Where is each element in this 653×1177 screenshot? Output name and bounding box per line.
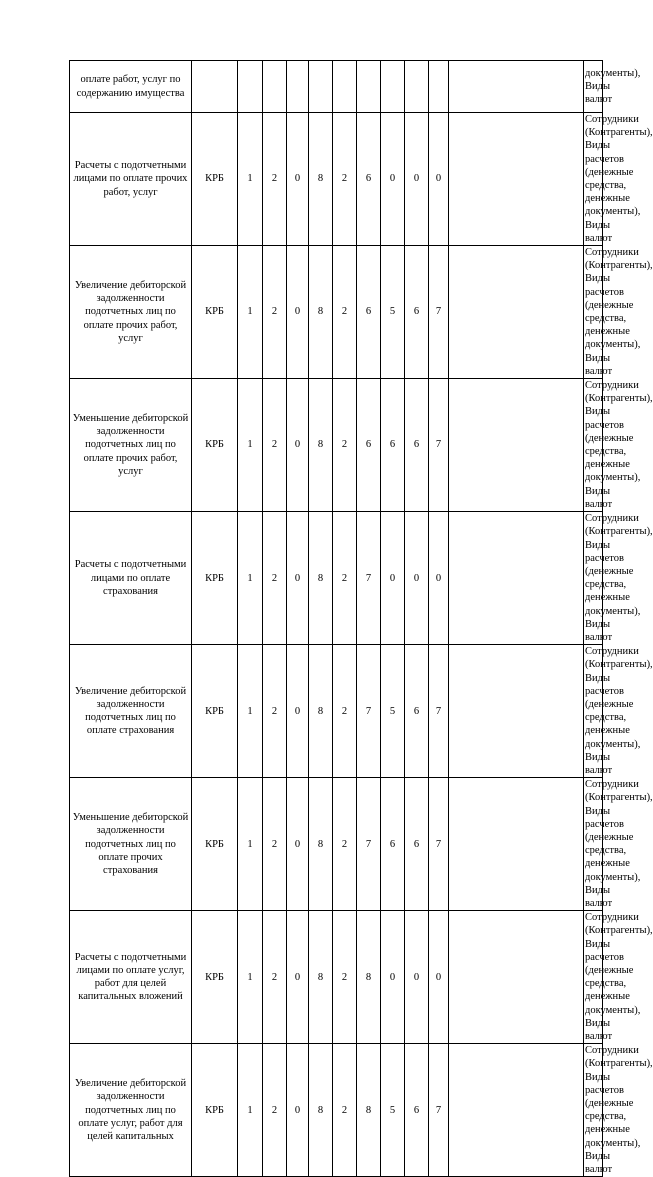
account-digit-cell: 0 <box>287 246 309 379</box>
account-digit-cell: 0 <box>405 512 429 645</box>
account-digit-cell: 5 <box>381 246 405 379</box>
account-digit-cell: 6 <box>357 113 381 246</box>
account-digit-cell: 2 <box>263 1044 287 1177</box>
account-digit-cell: 6 <box>357 379 381 512</box>
account-name-cell: Увеличение дебиторской задолженности подотчетных лиц по оплате прочих работ, услуг <box>70 246 192 379</box>
account-name-cell: Увеличение дебиторской задолженности подотчетных лиц по оплате страхования <box>70 645 192 778</box>
table-row <box>70 379 603 512</box>
account-digit-cell: 8 <box>357 1044 381 1177</box>
table-row <box>70 61 603 113</box>
account-digit-cell: 0 <box>381 113 405 246</box>
account-digit-cell: 6 <box>405 379 429 512</box>
account-digit-cell: 0 <box>429 113 449 246</box>
account-digit-cell: 6 <box>381 778 405 911</box>
account-code-cell: КРБ <box>192 645 238 778</box>
account-digit-cell: 2 <box>263 911 287 1044</box>
empty-cell <box>449 512 584 645</box>
account-digit-cell: 7 <box>357 512 381 645</box>
analytics-cell: Сотрудники (Контрагенты), Виды расчетов (денежные средства, денежные документы), Виды валют <box>585 912 653 1043</box>
analytics-cell: Сотрудники (Контрагенты), Виды расчетов (денежные средства, денежные документы), Виды валют <box>585 513 653 643</box>
account-digit-cell: 6 <box>405 645 429 778</box>
account-digit-cell: 8 <box>309 778 333 911</box>
account-digit-cell <box>309 61 333 113</box>
account-digit-cell: 0 <box>287 512 309 645</box>
account-digit-cell <box>429 61 449 113</box>
account-digit-cell <box>287 61 309 113</box>
account-digit-cell: 0 <box>287 778 309 911</box>
account-digit-cell: 2 <box>333 113 357 246</box>
account-name-cell: Уменьшение дебиторской задолженности подотчетных лиц по оплате прочих страхования <box>70 778 192 911</box>
accounts-table <box>69 60 653 1177</box>
account-name-cell: Увеличение дебиторской задолженности подотчетных лиц по оплате услуг, работ для целей капитальных <box>70 1044 192 1177</box>
account-digit-cell: 2 <box>263 778 287 911</box>
account-digit-cell: 6 <box>405 246 429 379</box>
account-digit-cell: 6 <box>357 246 381 379</box>
account-code-cell: КРБ <box>192 246 238 379</box>
account-digit-cell: 7 <box>357 645 381 778</box>
account-name-cell: Расчеты с подотчетными лицами по оплате услуг, работ для целей капитальных вложений <box>70 911 192 1044</box>
account-digit-cell <box>381 61 405 113</box>
account-digit-cell: 5 <box>381 1044 405 1177</box>
account-digit-cell: 8 <box>357 911 381 1044</box>
account-digit-cell: 2 <box>263 113 287 246</box>
account-digit-cell <box>357 61 381 113</box>
account-digit-cell: 0 <box>405 911 429 1044</box>
table-body <box>70 61 653 1177</box>
empty-cell <box>449 61 584 113</box>
account-digit-cell: 0 <box>381 512 405 645</box>
empty-cell <box>449 778 584 911</box>
account-digit-cell: 8 <box>309 113 333 246</box>
account-name-cell: Расчеты с подотчетными лицами по оплате страхования <box>70 512 192 645</box>
account-digit-cell: 0 <box>381 911 405 1044</box>
account-digit-cell: 1 <box>238 379 263 512</box>
empty-cell <box>449 911 584 1044</box>
account-digit-cell: 2 <box>333 512 357 645</box>
empty-cell <box>449 379 584 512</box>
account-digit-cell: 7 <box>429 645 449 778</box>
account-digit-cell: 1 <box>238 512 263 645</box>
account-digit-cell: 1 <box>238 911 263 1044</box>
account-digit-cell <box>405 61 429 113</box>
account-digit-cell: 7 <box>429 1044 449 1177</box>
account-digit-cell: 8 <box>309 645 333 778</box>
account-digit-cell <box>263 61 287 113</box>
account-digit-cell: 6 <box>405 778 429 911</box>
account-digit-cell: 2 <box>333 1044 357 1177</box>
account-code-cell: КРБ <box>192 911 238 1044</box>
account-digit-cell: 0 <box>429 512 449 645</box>
account-digit-cell: 0 <box>287 1044 309 1177</box>
empty-cell <box>449 246 584 379</box>
account-digit-cell: 8 <box>309 512 333 645</box>
account-digit-cell: 2 <box>263 645 287 778</box>
account-code-cell: КРБ <box>192 379 238 512</box>
account-digit-cell: 0 <box>429 911 449 1044</box>
account-digit-cell: 8 <box>309 911 333 1044</box>
account-digit-cell: 2 <box>333 379 357 512</box>
empty-cell <box>449 645 584 778</box>
account-digit-cell: 8 <box>309 246 333 379</box>
account-digit-cell: 2 <box>333 911 357 1044</box>
table-row <box>70 645 603 778</box>
account-digit-cell: 8 <box>309 1044 333 1177</box>
analytics-cell: документы), Виды валют <box>584 61 603 113</box>
table-row <box>70 113 603 246</box>
account-code-cell: КРБ <box>192 512 238 645</box>
account-digit-cell <box>238 61 263 113</box>
account-digit-cell: 1 <box>238 778 263 911</box>
account-digit-cell: 2 <box>263 512 287 645</box>
account-digit-cell: 5 <box>381 645 405 778</box>
empty-cell <box>449 1044 584 1177</box>
account-digit-cell: 7 <box>429 246 449 379</box>
account-digit-cell <box>333 61 357 113</box>
table-row <box>70 1044 603 1177</box>
account-digit-cell: 2 <box>333 645 357 778</box>
account-digit-cell: 2 <box>263 379 287 512</box>
account-digit-cell: 0 <box>287 911 309 1044</box>
table-row <box>70 512 603 645</box>
analytics-cell: Сотрудники (Контрагенты), Виды расчетов (денежные средства, денежные документы), Виды валют <box>585 380 653 510</box>
analytics-cell: Сотрудники (Контрагенты), Виды расчетов (денежные средства, денежные документы), Виды валют <box>585 1045 653 1176</box>
account-digit-cell: 6 <box>405 1044 429 1177</box>
account-code-cell: КРБ <box>192 1044 238 1177</box>
table-row <box>70 911 603 1044</box>
account-digit-cell: 0 <box>405 113 429 246</box>
analytics-cell: Сотрудники (Контрагенты), Виды расчетов (денежные средства, денежные документы), Виды валют <box>585 646 653 776</box>
account-digit-cell: 8 <box>309 379 333 512</box>
account-digit-cell: 0 <box>287 379 309 512</box>
account-code-cell <box>192 61 238 113</box>
account-digit-cell: 6 <box>381 379 405 512</box>
account-name-cell: Уменьшение дебиторской задолженности подотчетных лиц по оплате прочих работ, услуг <box>70 379 192 512</box>
empty-cell <box>449 113 584 246</box>
account-digit-cell: 0 <box>287 645 309 778</box>
account-digit-cell: 1 <box>238 113 263 246</box>
account-digit-cell: 0 <box>287 113 309 246</box>
account-digit-cell: 7 <box>429 778 449 911</box>
account-digit-cell: 1 <box>238 246 263 379</box>
account-name-cell: оплате работ, услуг по содержанию имущества <box>70 61 192 113</box>
analytics-cell: Сотрудники (Контрагенты), Виды расчетов (денежные средства, денежные документы), Виды валют <box>585 247 653 377</box>
analytics-cell: Сотрудники (Контрагенты), Виды расчетов (денежные средства, денежные документы), Виды валют <box>585 114 653 244</box>
account-name-cell: Расчеты с подотчетными лицами по оплате прочих работ, услуг <box>70 113 192 246</box>
table-row <box>70 778 603 911</box>
account-digit-cell: 7 <box>357 778 381 911</box>
account-digit-cell: 2 <box>333 778 357 911</box>
account-digit-cell: 2 <box>333 246 357 379</box>
account-code-cell: КРБ <box>192 113 238 246</box>
account-digit-cell: 1 <box>238 1044 263 1177</box>
account-digit-cell: 1 <box>238 645 263 778</box>
account-digit-cell: 2 <box>263 246 287 379</box>
account-code-cell: КРБ <box>192 778 238 911</box>
analytics-cell: Сотрудники (Контрагенты), Виды расчетов (денежные средства, денежные документы), Виды валют <box>585 779 653 909</box>
table-row <box>70 246 603 379</box>
account-digit-cell: 7 <box>429 379 449 512</box>
